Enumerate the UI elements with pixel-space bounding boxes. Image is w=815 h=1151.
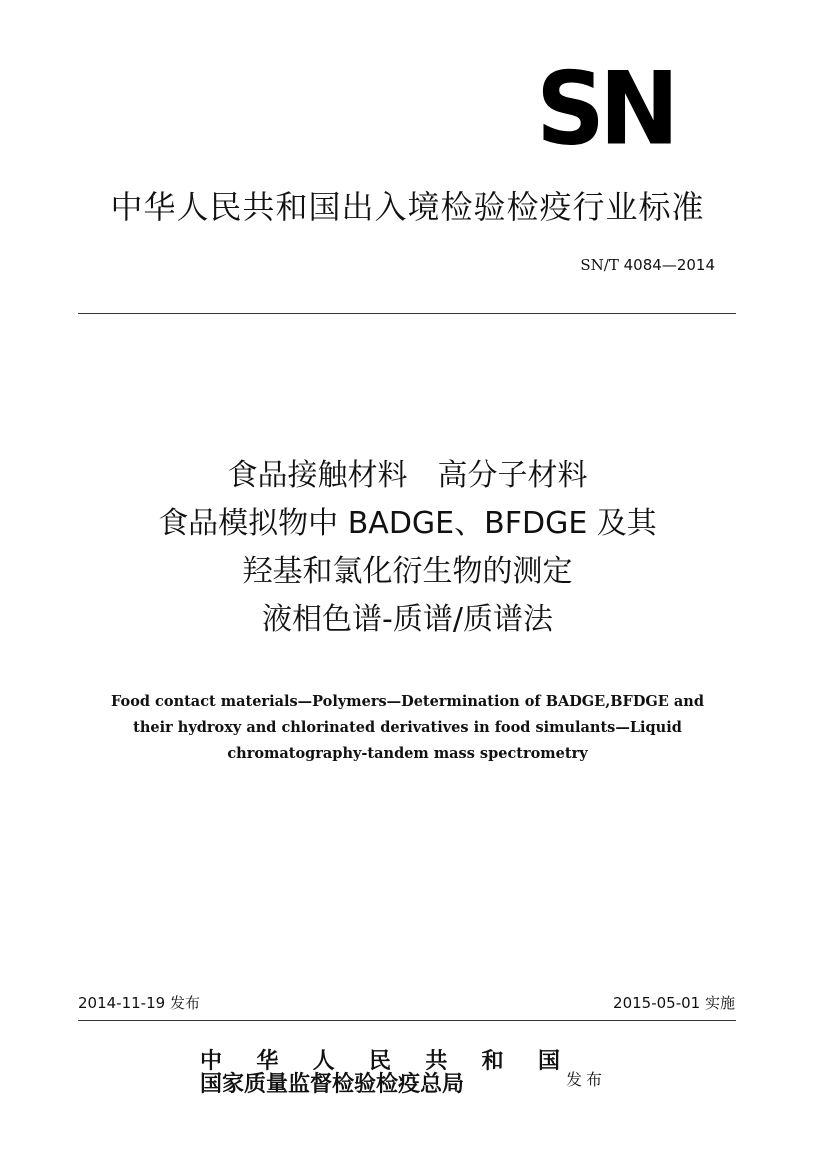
sn-logo: SN [536,50,674,168]
publisher-char: 中 [200,1048,223,1074]
publish-label: 发布 [566,1070,607,1089]
bottom-divider [78,1020,736,1021]
top-divider [78,313,736,314]
chinese-title [0,452,815,644]
publisher-char: 国 [537,1048,560,1074]
publisher-block [200,1050,560,1096]
chinese-title-line: 食品接触材料 高分子材料 [227,458,588,493]
publisher-char: 和 [481,1048,504,1074]
publisher-char: 民 [368,1048,391,1074]
english-title-line: chromatography-tandem mass spectrometry [227,745,588,762]
chinese-title-line: 食品模拟物中 BADGE、BFDGE 及其 [158,506,657,541]
english-title-line: Food contact materials—Polymers—Determination of BADGE,BFDGE and [111,693,704,710]
english-title [60,689,755,767]
chinese-title-line: 液相色谱-质谱/质谱法 [262,602,553,637]
publisher-char: 共 [425,1048,448,1074]
standard-type: 中华人民共和国出入境检验检疫行业标准 [110,188,705,226]
standard-number [580,256,715,274]
publisher-char: 华 [256,1048,279,1074]
english-title-line: their hydroxy and chlorinated derivatives in food simulants—Liquid [133,719,682,736]
publisher-char: 人 [312,1048,335,1074]
publisher-agency: 国家质量监督检验检疫总局 [200,1071,465,1097]
implementation-date: 2015-05-01 实施 [613,994,735,1012]
publisher-country [200,1050,560,1073]
chinese-title-line: 羟基和氯化衍生物的测定 [242,554,573,589]
standard-code-number: 4084—2014 [623,256,715,274]
issue-date: 2014-11-19 发布 [78,994,200,1012]
standard-code-prefix: SN/T [580,256,619,274]
